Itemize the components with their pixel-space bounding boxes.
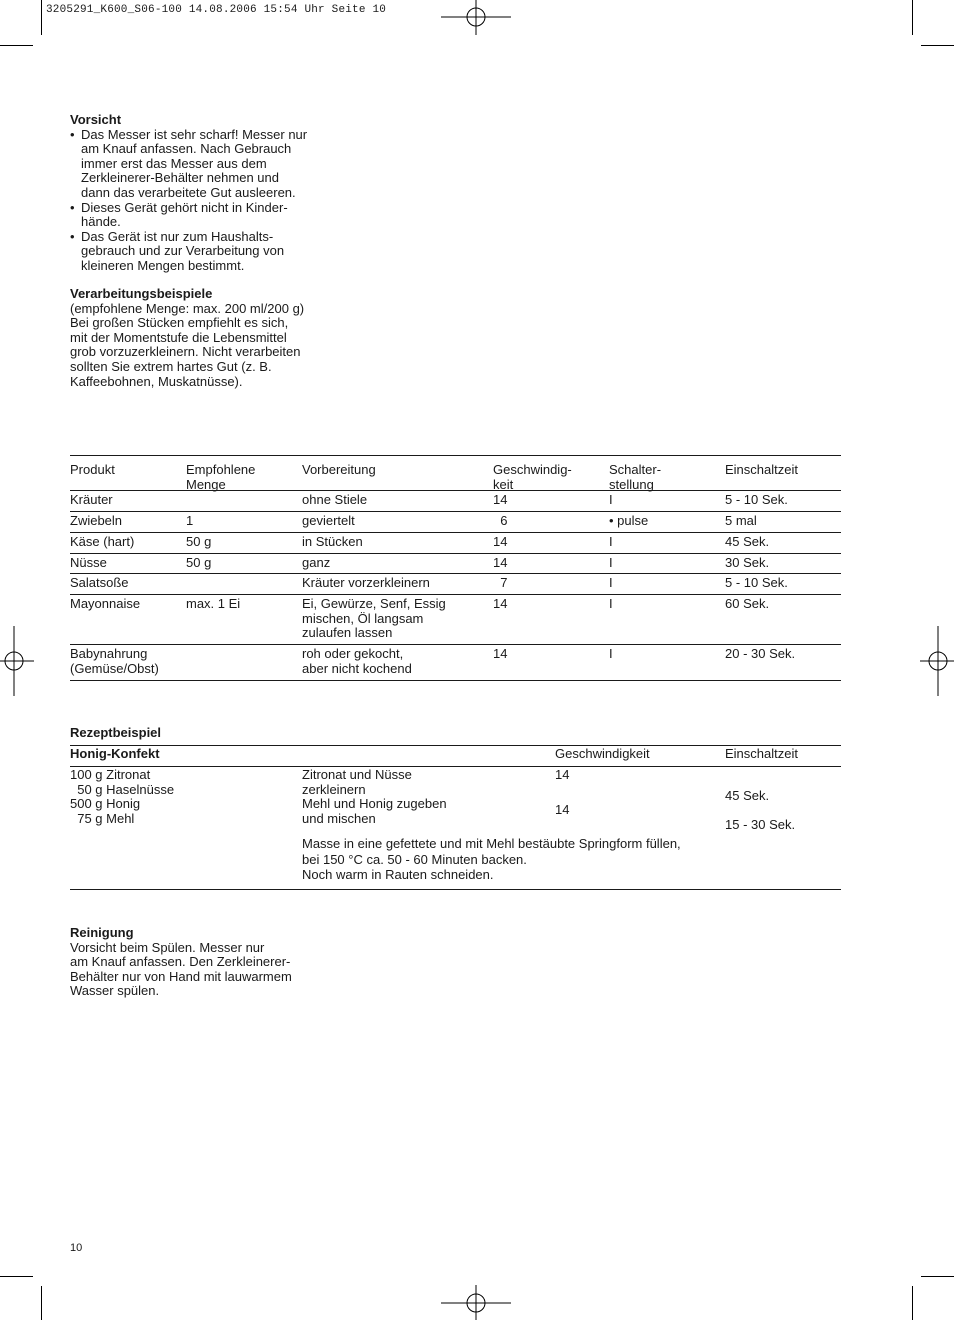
recipe-col-speed: Geschwindigkeit — [555, 746, 650, 761]
table-cell-einschaltzeit: 20 - 30 Sek. — [725, 646, 796, 661]
text-line: Zerkleinerer-Behälter nehmen und — [81, 170, 279, 186]
table-cell-geschwindigkeit: 14 — [493, 596, 508, 611]
crop-mark — [921, 1276, 954, 1277]
divider — [70, 889, 841, 890]
table-cell-menge: max. 1 Ei — [186, 596, 241, 611]
table-cell-vorbereitung: roh oder gekocht, aber nicht kochend — [302, 646, 412, 676]
vorsicht-section — [70, 113, 320, 274]
recipe-time-2: 15 - 30 Sek. — [725, 817, 796, 832]
reinigung-title: Reinigung — [70, 925, 134, 940]
recipe-instructions: Masse in eine gefettete und mit Mehl bestäubte Springform füllen, bei 150 °C ca. 50 - 60 Minuten backen. Noch warm in Rauten schneiden. — [302, 836, 681, 882]
divider — [70, 766, 841, 767]
crop-mark — [0, 1276, 33, 1277]
print-header: 3205291_K600_S06-100 14.08.2006 15:54 Uhr Seite 10 — [46, 4, 387, 16]
text-line: Vorsicht beim Spülen. Messer nur — [70, 939, 265, 955]
table-cell-schalterstellung: I — [609, 575, 613, 590]
table-header-menge: Empfohlene Menge — [186, 462, 256, 492]
page-number: 10 — [70, 1242, 83, 1254]
table-cell-schalterstellung: I — [609, 492, 613, 507]
table-cell-geschwindigkeit: 14 — [493, 534, 508, 549]
table-cell-produkt: Salatsoße — [70, 575, 129, 590]
text-line: sollten Sie extrem hartes Gut (z. B. — [70, 358, 272, 374]
table-cell-einschaltzeit: 60 Sek. — [725, 596, 770, 611]
text-line: gebrauch und zur Verarbeitung von — [81, 243, 285, 259]
reinigung-section — [70, 926, 330, 999]
table-cell-menge: 1 — [186, 513, 194, 528]
table-header-geschwindigkeit: Geschwindig- keit — [493, 462, 572, 492]
table-cell-einschaltzeit: 5 - 10 Sek. — [725, 575, 788, 590]
table-cell-schalterstellung: • pulse — [609, 513, 649, 528]
text-line: am Knauf anfassen. Den Zerkleinerer- — [70, 954, 291, 970]
text-line: kleineren Mengen bestimmt. — [81, 257, 245, 273]
text-line: • Das Gerät ist nur zum Haushalts- — [81, 228, 274, 244]
table-cell-vorbereitung: Ei, Gewürze, Senf, Essig mischen, Öl langsam zulaufen lassen — [302, 596, 446, 641]
text-line: mit der Momentstufe die Lebensmittel — [70, 329, 287, 345]
table-cell-einschaltzeit: 5 mal — [725, 513, 757, 528]
list-item — [70, 201, 320, 230]
table-divider — [70, 532, 841, 533]
crop-mark — [921, 45, 954, 46]
table-cell-vorbereitung: Kräuter vorzerkleinern — [302, 575, 430, 590]
table-cell-einschaltzeit: 30 Sek. — [725, 555, 770, 570]
table-cell-einschaltzeit: 45 Sek. — [725, 534, 770, 549]
table-divider — [70, 594, 841, 595]
table-cell-vorbereitung: ohne Stiele — [302, 492, 368, 507]
registration-mark-icon — [441, 0, 513, 36]
table-cell-schalterstellung: I — [609, 534, 613, 549]
table-header-schalterstellung: Schalter- stellung — [609, 462, 662, 492]
verarbeitung-section — [70, 287, 330, 389]
table-cell-produkt: Babynahrung (Gemüse/Obst) — [70, 646, 159, 676]
table-cell-geschwindigkeit: 14 — [493, 492, 508, 507]
recipe-speed-1: 14 — [555, 767, 570, 782]
text-line: am Knauf anfassen. Nach Gebrauch — [81, 141, 292, 157]
recipe-name: Honig-Konfekt — [70, 746, 160, 761]
registration-mark-icon — [441, 1285, 513, 1320]
table-cell-produkt: Käse (hart) — [70, 534, 135, 549]
registration-mark-icon — [918, 626, 954, 698]
list-item — [70, 128, 320, 201]
text-line: Kaffeebohnen, Muskatnüsse). — [70, 373, 243, 389]
crop-mark — [41, 0, 42, 35]
table-divider — [70, 553, 841, 554]
table-divider — [70, 455, 841, 456]
text-line: hände. — [81, 214, 121, 230]
registration-mark-icon — [0, 626, 36, 698]
table-header-vorbereitung: Vorbereitung — [302, 462, 376, 477]
table-cell-vorbereitung: in Stücken — [302, 534, 363, 549]
text-line: • Dieses Gerät gehört nicht in Kinder- — [81, 199, 288, 215]
text-line: grob vorzuzerkleinern. Nicht verarbeiten — [70, 344, 301, 360]
text-line: Behälter nur von Hand mit lauwarmem — [70, 968, 292, 984]
vorsicht-list — [70, 128, 320, 274]
recipe-col-time: Einschaltzeit — [725, 746, 798, 761]
recipe-step-1: Zitronat und Nüsse zerkleinern — [302, 767, 412, 797]
table-cell-schalterstellung: I — [609, 555, 613, 570]
table-cell-geschwindigkeit: 6 — [493, 513, 508, 528]
recipe-speed-2: 14 — [555, 802, 570, 817]
crop-mark — [912, 1286, 913, 1320]
text-line: Wasser spülen. — [70, 983, 160, 999]
table-header-produkt: Produkt — [70, 462, 115, 477]
table-cell-produkt: Mayonnaise — [70, 596, 141, 611]
table-cell-schalterstellung: I — [609, 646, 613, 661]
table-cell-schalterstellung: I — [609, 596, 613, 611]
text-line: • Das Messer ist sehr scharf! Messer nur — [81, 126, 308, 142]
verarbeitung-title: Verarbeitungsbeispiele — [70, 286, 213, 301]
recipe-step-2: Mehl und Honig zugeben und mischen — [302, 796, 447, 826]
table-cell-vorbereitung: ganz — [302, 555, 331, 570]
table-cell-geschwindigkeit: 14 — [493, 555, 508, 570]
table-header-einschaltzeit: Einschaltzeit — [725, 462, 798, 477]
text-line: dann das verarbeitete Gut ausleeren. — [81, 184, 296, 200]
crop-mark — [0, 45, 33, 46]
vorsicht-title: Vorsicht — [70, 112, 122, 127]
crop-mark — [41, 1286, 42, 1320]
text-line: immer erst das Messer aus dem — [81, 155, 267, 171]
table-cell-geschwindigkeit: 14 — [493, 646, 508, 661]
recipe-time-1: 45 Sek. — [725, 788, 770, 803]
table-divider — [70, 680, 841, 681]
table-divider — [70, 511, 841, 512]
crop-mark — [912, 0, 913, 35]
table-cell-menge: 50 g — [186, 534, 212, 549]
table-cell-produkt: Kräuter — [70, 492, 113, 507]
table-cell-einschaltzeit: 5 - 10 Sek. — [725, 492, 788, 507]
recipe-ingredients: 100 g Zitronat 50 g Haselnüsse 500 g Honig 75 g Mehl — [70, 767, 175, 826]
table-cell-produkt: Nüsse — [70, 555, 107, 570]
text-line: Bei großen Stücken empfiehlt es sich, — [70, 315, 289, 331]
table-divider — [70, 573, 841, 574]
text-line: (empfohlene Menge: max. 200 ml/200 g) — [70, 300, 305, 316]
table-cell-menge: 50 g — [186, 555, 212, 570]
list-item — [70, 230, 320, 274]
table-cell-geschwindigkeit: 7 — [493, 575, 508, 590]
table-divider — [70, 644, 841, 645]
table-cell-produkt: Zwiebeln — [70, 513, 123, 528]
rezept-section-title: Rezeptbeispiel — [70, 725, 162, 740]
table-cell-vorbereitung: geviertelt — [302, 513, 355, 528]
